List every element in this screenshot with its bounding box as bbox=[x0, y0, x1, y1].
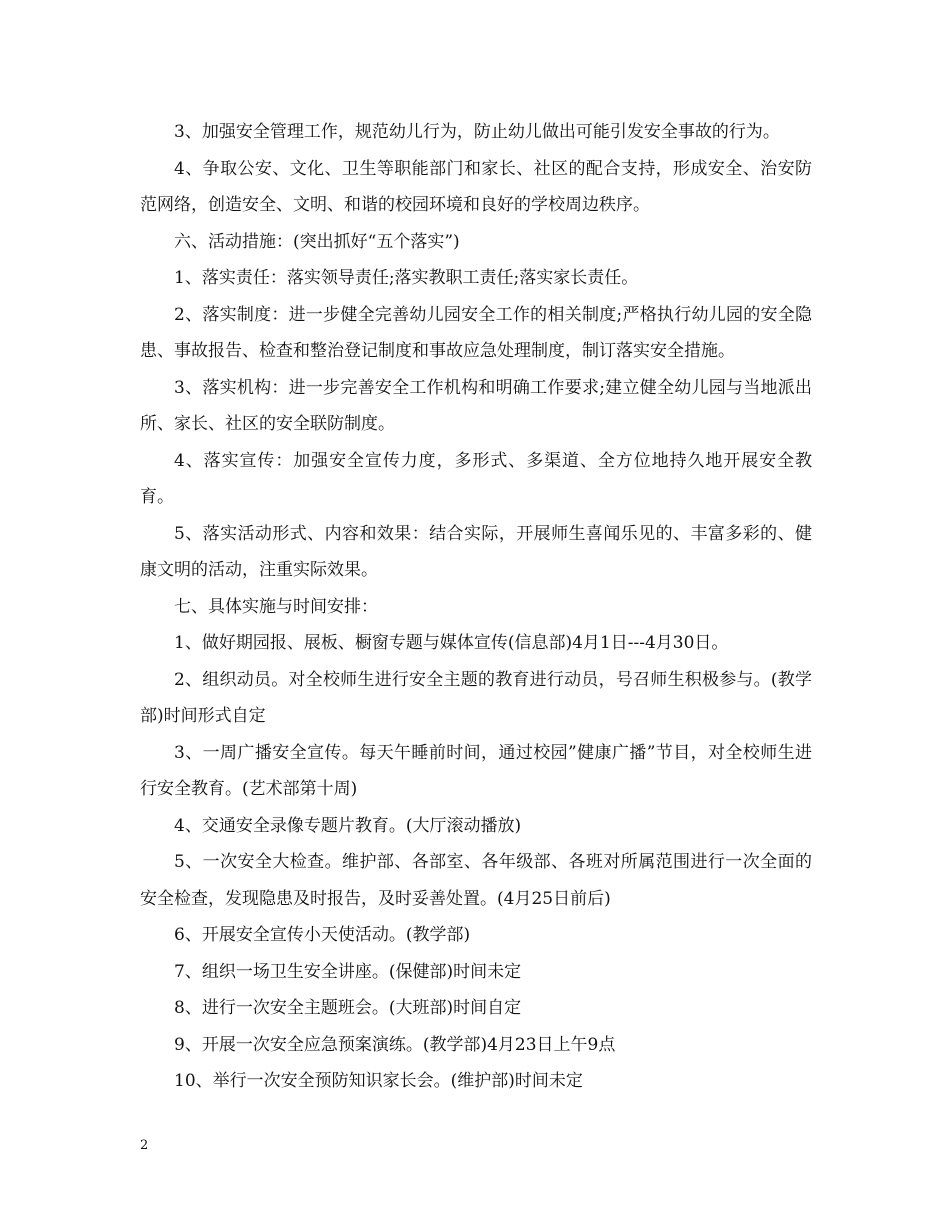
paragraph-11: 2、组织动员。对全校师生进行安全主题的教育进行动员，号召师生积极参与。(教学部)时间形式自定 bbox=[140, 669, 812, 726]
paragraph-18: 9、开展一次安全应急预案演练。(教学部)4月23日上午9点 bbox=[174, 1034, 616, 1055]
paragraph-12: 3、一周广播安全宣传。每天午睡前时间，通过校园”健康广播”节目，对全校师生进行安全教育。(艺术部第十周) bbox=[140, 742, 812, 799]
page-number: 2 bbox=[140, 1138, 149, 1153]
paragraph-7: 4、落实宣传：加强安全宣传力度，多形式、多渠道、全方位地持久地开展安全教育。 bbox=[140, 450, 812, 507]
paragraph-10: 1、做好期园报、展板、橱窗专题与媒体宣传(信息部)4月1日---4月30日。 bbox=[174, 633, 729, 653]
paragraph-1: 3、加强安全管理工作，规范幼儿行为，防止幼儿做出可能引发安全事故的行为。 bbox=[174, 122, 780, 142]
paragraph-14: 5、一次安全大检查。维护部、各部室、各年级部、各班对所属范围进行一次全面的安全检查，发现隐患及时报告，及时妥善处置。(4月25日前后) bbox=[140, 852, 812, 909]
paragraph-6: 3、落实机构：进一步完善安全工作机构和明确工作要求;建立健全幼儿园与当地派出所、家长、社区的安全联防制度。 bbox=[140, 377, 812, 434]
paragraph-2: 4、争取公安、文化、卫生等职能部门和家长、社区的配合支持，形成安全、治安防范网络，创造安全、文明、和谐的校园环境和良好的学校周边秩序。 bbox=[140, 158, 812, 215]
paragraph-4: 1、落实责任：落实领导责任;落实教职工责任;落实家长责任。 bbox=[174, 268, 639, 288]
paragraph-16: 7、组织一场卫生安全讲座。(保健部)时间未定 bbox=[174, 961, 522, 982]
paragraph-17: 8、进行一次安全主题班会。(大班部)时间自定 bbox=[174, 998, 522, 1018]
document-body bbox=[140, 114, 812, 1100]
paragraph-8: 5、落实活动形式、内容和效果：结合实际，开展师生喜闻乐见的、丰富多彩的、健康文明的活动，注重实际效果。 bbox=[140, 523, 812, 580]
paragraph-5: 2、落实制度：进一步健全完善幼儿园安全工作的相关制度;严格执行幼儿园的安全隐患、事故报告、检查和整治登记制度和事故应急处理制度，制订落实安全措施。 bbox=[140, 304, 812, 361]
section-heading-6: 六、活动措施：(突出抓好“五个落实”) bbox=[174, 231, 460, 252]
paragraph-13: 4、交通安全录像专题片教育。(大厅滚动播放) bbox=[174, 815, 522, 836]
paragraph-19: 10、举行一次安全预防知识家长会。(维护部)时间未定 bbox=[174, 1071, 583, 1091]
section-heading-7: 七、具体实施与时间安排： bbox=[174, 596, 378, 617]
paragraph-15: 6、开展安全宣传小天使活动。(教学部) bbox=[174, 925, 471, 945]
